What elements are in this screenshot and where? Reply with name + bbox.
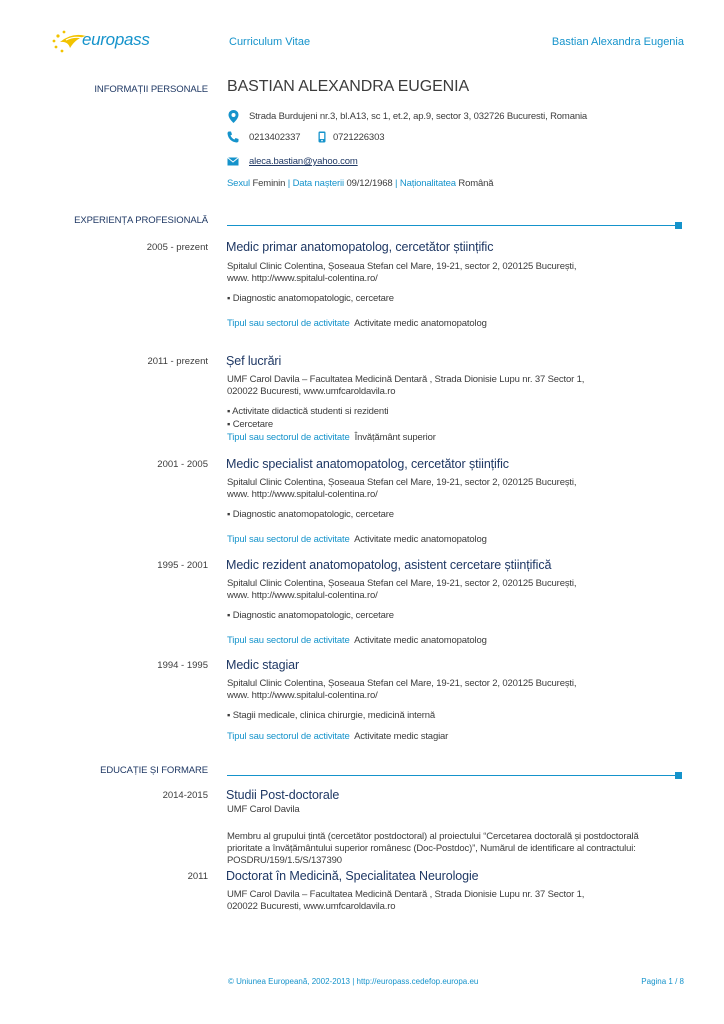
- job-date: 2011 - prezent: [147, 356, 208, 367]
- job-employer-line: www. http://www.spitalul-colentina.ro/: [227, 690, 378, 701]
- europass-logo: [50, 26, 160, 56]
- footer-copyright: © Uniunea Europeană, 2002-2013 | http://europass.cedefop.europa.eu: [228, 977, 479, 986]
- doc-type-label: Curriculum Vitae: [229, 36, 311, 48]
- sex-value: Feminin: [252, 178, 286, 189]
- job-date: 1995 - 2001: [157, 560, 208, 571]
- education-date: 2011: [187, 871, 208, 882]
- job-activity-bullet: ▪ Activitate didactică studenti si rezidenti: [227, 406, 389, 417]
- job-date: 1994 - 1995: [157, 660, 208, 671]
- section-label-experience: EXPERIENȚA PROFESIONALĂ: [74, 215, 208, 226]
- email-icon: [227, 157, 239, 166]
- section-divider: [227, 225, 676, 226]
- education-org: UMF Carol Davila: [227, 804, 300, 815]
- education-description-line: Membru al grupului țintă (cercetător postdoctoral) al proiectului “Cercetarea doctorală și postdoctorală: [227, 831, 639, 842]
- section-divider: [227, 775, 676, 776]
- address-text: Strada Burdujeni nr.3, bl.A13, sc 1, et.2, ap.9, sector 3, 032726 Bucuresti, Romania: [249, 111, 588, 122]
- job-sector-line: [227, 318, 487, 330]
- sector-label: Tipul sau sectorul de activitate: [227, 635, 350, 646]
- sex-label: Sexul: [227, 178, 251, 189]
- job-sector-line: [227, 731, 448, 743]
- job-employer-line: Spitalul Clinic Colentina, Șoseaua Stefan cel Mare, 19-21, sector 2, 020125 București,: [227, 261, 577, 272]
- header-person-name: Bastian Alexandra Eugenia: [551, 36, 684, 48]
- education-title: Doctorat în Medicină, Specialitatea Neurologie: [226, 869, 479, 883]
- phone-number: 0213402337: [249, 132, 301, 143]
- sector-value: Activitate medic stagiar: [354, 731, 449, 742]
- job-date: 2001 - 2005: [157, 459, 208, 470]
- job-sector-line: [227, 635, 487, 647]
- education-org-line: 020022 Bucuresti, www.umfcaroldavila.ro: [227, 901, 396, 912]
- footer-page-number: Pagina 1 / 8: [641, 977, 684, 986]
- education-description-line: POSDRU/159/1.5/S/137390: [227, 855, 342, 866]
- location-pin-icon: [228, 110, 239, 123]
- section-label-education: EDUCAȚIE ȘI FORMARE: [100, 765, 208, 776]
- birth-date-value: 09/12/1968: [346, 178, 393, 189]
- job-employer-line: Spitalul Clinic Colentina, Șoseaua Stefan cel Mare, 19-21, sector 2, 020125 București,: [227, 678, 577, 689]
- section-divider-marker: [675, 222, 682, 229]
- job-sector-line: [227, 432, 436, 444]
- mobile-number: 0721226303: [333, 132, 385, 143]
- section-label-personal: INFORMAȚII PERSONALE: [94, 84, 208, 95]
- email-link[interactable]: aleca.bastian@yahoo.com: [249, 156, 358, 167]
- job-employer-line: www. http://www.spitalul-colentina.ro/: [227, 590, 378, 601]
- sector-value: Învățământ superior: [354, 432, 436, 443]
- job-title: Medic primar anatomopatolog, cercetător științific: [226, 240, 494, 254]
- job-title: Medic specialist anatomopatolog, cercetător științific: [226, 457, 509, 471]
- job-employer-line: Spitalul Clinic Colentina, Șoseaua Stefan cel Mare, 19-21, sector 2, 020125 București,: [227, 477, 577, 488]
- job-activity-bullet: ▪ Stagii medicale, clinica chirurgie, medicină internă: [227, 710, 436, 721]
- job-sector-line: [227, 534, 487, 546]
- birth-date-label: Data nașterii: [292, 178, 344, 189]
- job-activity-bullet: ▪ Diagnostic anatomopatologic, cercetare: [227, 610, 394, 621]
- education-org-line: UMF Carol Davila – Facultatea Medicină Dentară , Strada Dionisie Lupu nr. 37 Sector 1,: [227, 889, 585, 900]
- education-description-line: prioritate a învățământului superior românesc (Doc-Postdoc)”, Numărul de identificare al contractului:: [227, 843, 636, 854]
- sector-label: Tipul sau sectorul de activitate: [227, 432, 350, 443]
- section-divider-marker: [675, 772, 682, 779]
- education-date: 2014-2015: [162, 790, 208, 801]
- job-employer-line: Spitalul Clinic Colentina, Șoseaua Stefan cel Mare, 19-21, sector 2, 020125 București,: [227, 578, 577, 589]
- job-title: Medic rezident anatomopatolog, asistent cercetare științifică: [226, 558, 552, 572]
- job-title: Șef lucrări: [226, 354, 282, 368]
- person-full-name: BASTIAN ALEXANDRA EUGENIA: [227, 78, 470, 95]
- personal-details-line: Sexul Feminin | Data nașterii 09/12/1968 | Naționalitatea Română: [227, 178, 494, 189]
- job-date: 2005 - prezent: [146, 242, 208, 253]
- sector-value: Activitate medic anatomopatolog: [354, 318, 487, 329]
- nationality-value: Română: [458, 178, 494, 189]
- job-employer-line: UMF Carol Davila – Facultatea Medicină Dentară , Strada Dionisie Lupu nr. 37 Sector 1,: [227, 374, 585, 385]
- job-activity-bullet: ▪ Cercetare: [227, 419, 274, 430]
- job-employer-line: 020022 Bucuresti, www.umfcaroldavila.ro: [227, 386, 396, 397]
- sector-label: Tipul sau sectorul de activitate: [227, 731, 350, 742]
- phone-icon: [227, 131, 239, 143]
- education-title: Studii Post-doctorale: [226, 788, 340, 802]
- sector-value: Activitate medic anatomopatolog: [354, 534, 487, 545]
- job-employer-line: www. http://www.spitalul-colentina.ro/: [227, 489, 378, 500]
- sector-label: Tipul sau sectorul de activitate: [227, 318, 350, 329]
- logo-text: europass: [82, 30, 150, 49]
- job-activity-bullet: ▪ Diagnostic anatomopatologic, cercetare: [227, 293, 394, 304]
- job-activity-bullet: ▪ Diagnostic anatomopatologic, cercetare: [227, 509, 394, 520]
- job-employer-line: www. http://www.spitalul-colentina.ro/: [227, 273, 378, 284]
- mobile-phone-icon: [318, 131, 326, 143]
- nationality-label: Naționalitatea: [399, 178, 456, 189]
- sector-value: Activitate medic anatomopatolog: [354, 635, 487, 646]
- sector-label: Tipul sau sectorul de activitate: [227, 534, 350, 545]
- job-title: Medic stagiar: [226, 658, 300, 672]
